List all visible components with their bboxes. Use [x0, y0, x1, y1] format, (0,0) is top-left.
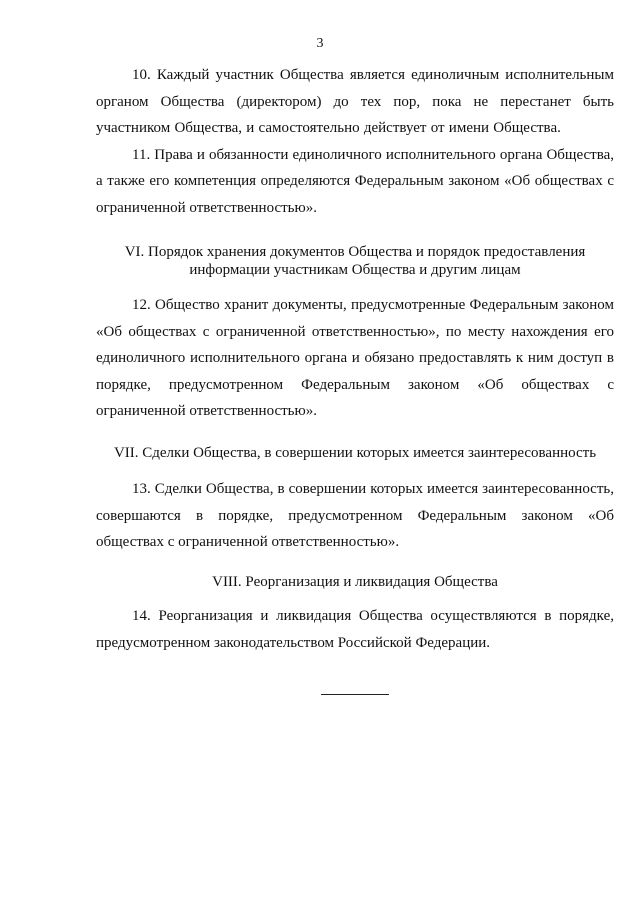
paragraph-13: 13. Сделки Общества, в совершении которых имеется заинтересованность, совершаются в порядке, предусмотренном Федеральным законом «Об обществах с ограниченной ответственностью».: [96, 481, 614, 550]
section-heading-8-line: VIII. Реорганизация и ликвидация Общества: [212, 574, 498, 590]
section-heading-7: [96, 444, 614, 462]
paragraph-14: 14. Реорганизация и ликвидация Общества осуществляются в порядке, предусмотренном законодательством Российской Федерации.: [96, 608, 614, 651]
end-of-document-rule: [321, 694, 389, 695]
section-heading-7-line: VII. Сделки Общества, в совершении которых имеется заинтересованность: [113, 445, 597, 461]
section-heading-6: [96, 243, 614, 279]
paragraph-10: 10. Каждый участник Общества является единоличным исполнительным органом Общества (директором) до тех пор, пока не перестанет быть участником Общества, и самостоятельно действует от имени Общества.: [96, 67, 614, 136]
text-block-section-5: [96, 62, 614, 221]
paragraph-12: 12. Общество хранит документы, предусмотренные Федеральным законом «Об обществах с ограниченной ответственностью», по месту нахождения его единоличного исполнительного органа и обязано предоставлять к ним доступ в порядке, предусмотренном Федеральным законом «Об обществах с ограниченной ответственностью».: [96, 297, 614, 419]
text-block-section-7: [96, 476, 614, 556]
section-heading-6-line-2: информации участникам Общества и другим лицам: [189, 262, 521, 278]
section-heading-8: [96, 573, 614, 591]
text-block-section-6: [96, 292, 614, 425]
text-block-section-8: [96, 603, 614, 656]
page-number: 3: [316, 36, 324, 51]
section-heading-6-line-1: VI. Порядок хранения документов Общества и порядок предоставления: [124, 244, 586, 260]
paragraph-11: 11. Права и обязанности единоличного исполнительного органа Общества, а также его компетенция определяются Федеральным законом «Об обществах с ограниченной ответственностью».: [96, 146, 614, 216]
